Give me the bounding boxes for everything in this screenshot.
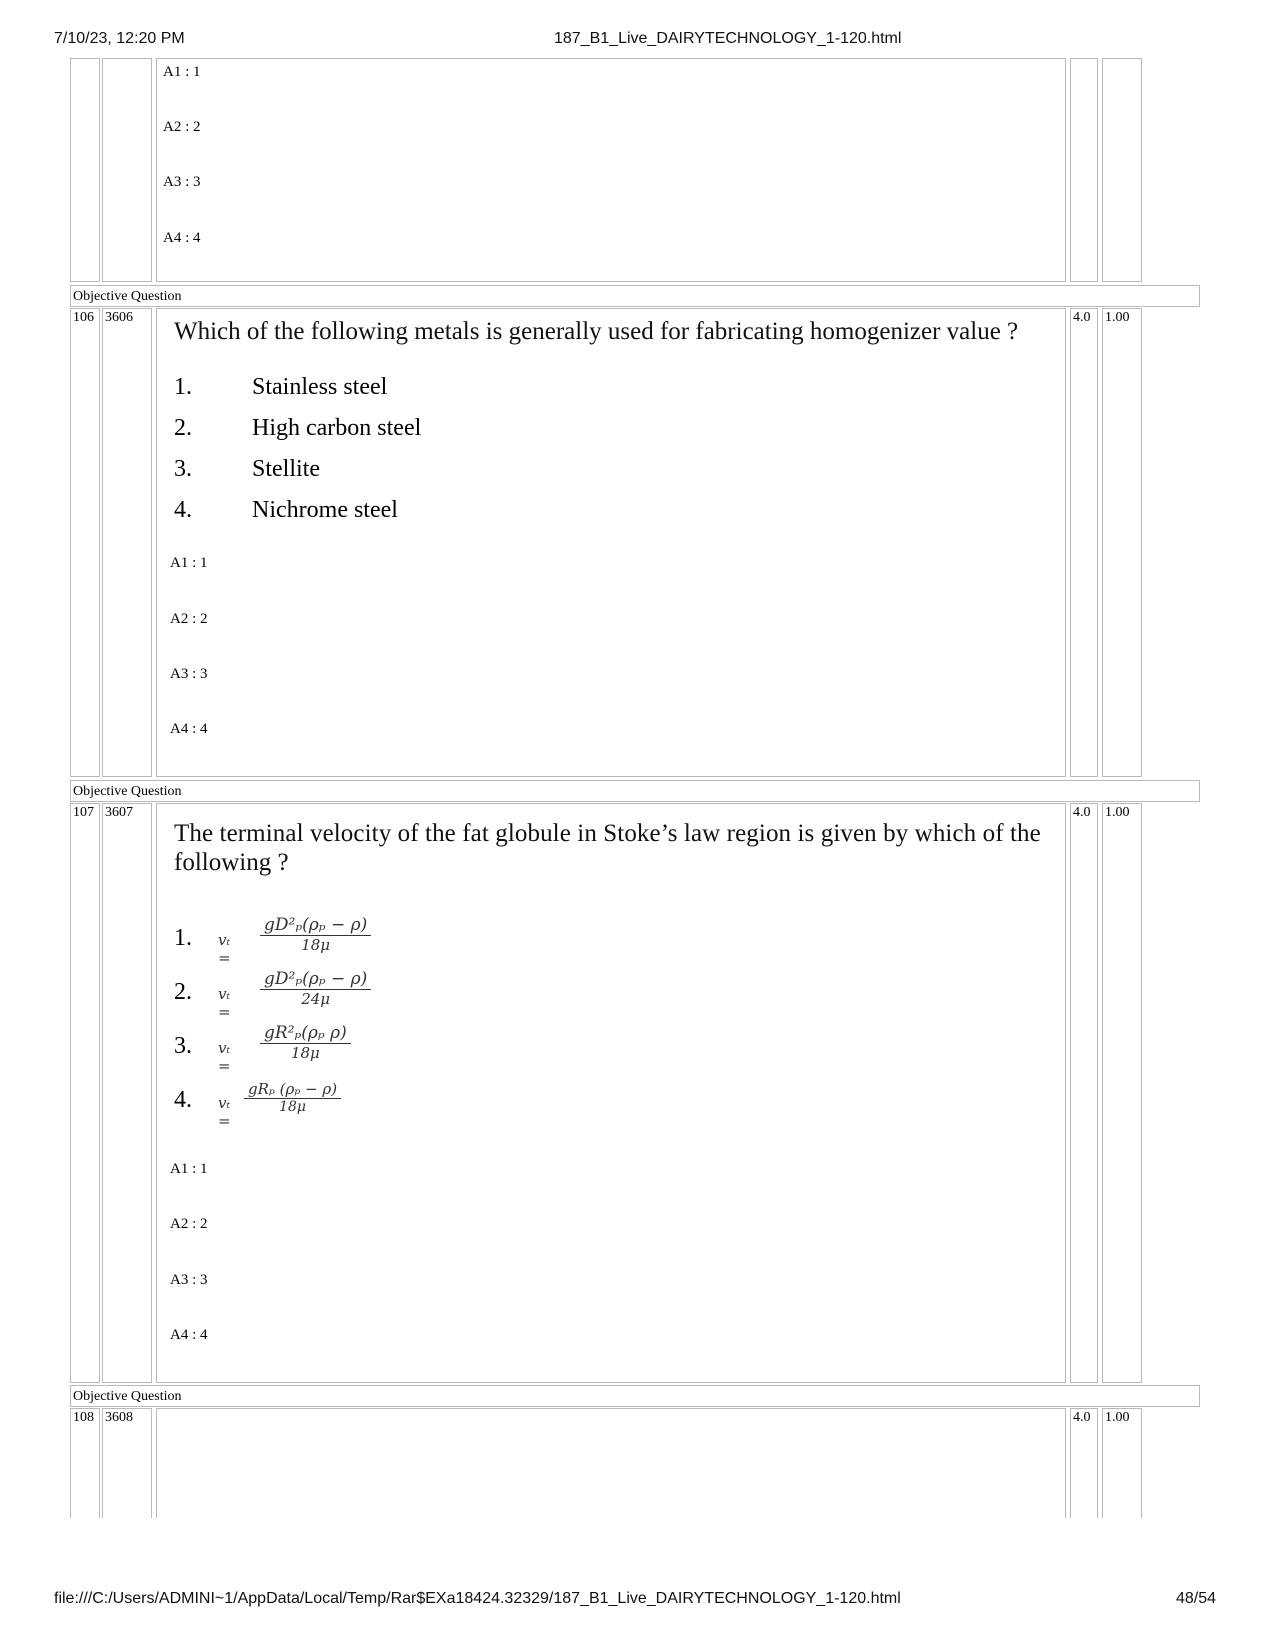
formula-lhs: vₜ = bbox=[218, 931, 231, 967]
print-title: 187_B1_Live_DAIRYTECHNOLOGY_1-120.html bbox=[554, 30, 902, 47]
question-type-label: Objective Question bbox=[73, 289, 182, 304]
qid-cell bbox=[102, 308, 152, 777]
marks-cell bbox=[1070, 58, 1098, 282]
question-id: 3607 bbox=[105, 805, 133, 820]
option-number: 3. bbox=[174, 1033, 192, 1059]
marks-value: 4.0 bbox=[1073, 805, 1091, 820]
negative-marks-cell bbox=[1102, 308, 1142, 777]
option-text: High carbon steel bbox=[252, 415, 422, 441]
answer-line: A1 : 1 bbox=[170, 555, 208, 571]
formula-numerator: gR²ₚ(ρₚ ρ) bbox=[260, 1023, 351, 1044]
option-number: 2. bbox=[174, 979, 192, 1005]
formula-lhs: vₜ = bbox=[218, 1094, 231, 1130]
option-text: Stellite bbox=[252, 456, 320, 482]
print-datetime: 7/10/23, 12:20 PM bbox=[54, 30, 185, 47]
print-file-path: file:///C:/Users/ADMINI~1/AppData/Local/Temp/Rar$EXa18424.32329/187_B1_Live_DAIRYTECHNOLOGY_1-120.html bbox=[54, 1590, 901, 1607]
serial-number: 106 bbox=[73, 310, 94, 325]
option-number: 1. bbox=[174, 374, 192, 400]
qid-cell bbox=[102, 58, 152, 282]
formula-denominator: 18μ bbox=[290, 1044, 320, 1062]
print-page-number: 48/54 bbox=[1176, 1590, 1217, 1607]
option-number: 1. bbox=[174, 925, 192, 951]
option-text: Stainless steel bbox=[252, 374, 388, 400]
qid-cell bbox=[102, 803, 152, 1383]
question-type-label: Objective Question bbox=[73, 784, 182, 799]
qid-cell bbox=[102, 1408, 152, 1518]
formula-denominator: 24μ bbox=[301, 990, 331, 1008]
marks-cell bbox=[1070, 308, 1098, 777]
negative-marks-value: 1.00 bbox=[1105, 1410, 1130, 1425]
question-id: 3606 bbox=[105, 310, 133, 325]
option-number: 3. bbox=[174, 456, 192, 482]
question-type-row bbox=[70, 285, 1200, 307]
question-type-label: Objective Question bbox=[73, 1389, 182, 1404]
negative-marks-cell bbox=[1102, 1408, 1142, 1518]
serial-cell bbox=[70, 803, 100, 1383]
marks-cell bbox=[1070, 803, 1098, 1383]
formula-lhs: vₜ = bbox=[218, 985, 231, 1021]
question-type-row bbox=[70, 780, 1200, 802]
answer-line: A2 : 2 bbox=[170, 611, 208, 627]
question-content-cell bbox=[156, 58, 1066, 282]
formula-numerator: gD²ₚ(ρₚ − ρ) bbox=[260, 915, 371, 936]
question-type-row bbox=[70, 1385, 1200, 1407]
option-number: 4. bbox=[174, 497, 192, 523]
option-number: 4. bbox=[174, 1087, 192, 1113]
answer-line: A2 : 2 bbox=[170, 1216, 208, 1232]
answer-line: A3 : 3 bbox=[170, 1272, 208, 1288]
formula-denominator: 18μ bbox=[301, 936, 331, 954]
question-id: 3608 bbox=[105, 1410, 133, 1425]
formula-numerator: gD²ₚ(ρₚ − ρ) bbox=[260, 969, 371, 990]
serial-number: 107 bbox=[73, 805, 94, 820]
negative-marks-value: 1.00 bbox=[1105, 805, 1130, 820]
marks-value: 4.0 bbox=[1073, 1410, 1091, 1425]
question-content-cell bbox=[156, 1408, 1066, 1518]
answer-line: A1 : 1 bbox=[163, 64, 201, 80]
option-number: 2. bbox=[174, 415, 192, 441]
serial-number: 108 bbox=[73, 1410, 94, 1425]
negative-marks-cell bbox=[1102, 803, 1142, 1383]
marks-value: 4.0 bbox=[1073, 310, 1091, 325]
question-text-line-2: following ? bbox=[174, 849, 289, 876]
serial-cell bbox=[70, 308, 100, 777]
serial-cell bbox=[70, 1408, 100, 1518]
serial-cell bbox=[70, 58, 100, 282]
option-text: Nichrome steel bbox=[252, 497, 398, 523]
answer-line: A4 : 4 bbox=[163, 230, 201, 246]
answer-line: A4 : 4 bbox=[170, 1327, 208, 1343]
answer-line: A3 : 3 bbox=[163, 174, 201, 190]
question-text: Which of the following metals is generally used for fabricating homogenizer value ? bbox=[174, 318, 1019, 345]
negative-marks-cell bbox=[1102, 58, 1142, 282]
negative-marks-value: 1.00 bbox=[1105, 310, 1130, 325]
answer-line: A2 : 2 bbox=[163, 119, 201, 135]
formula-denominator: 18μ bbox=[279, 1099, 307, 1115]
question-text-line-1: The terminal velocity of the fat globule in Stoke’s law region is given by which of the bbox=[174, 820, 1041, 847]
answer-line: A3 : 3 bbox=[170, 666, 208, 682]
answer-line: A4 : 4 bbox=[170, 721, 208, 737]
formula-numerator: gRₚ (ρₚ − ρ) bbox=[244, 1080, 341, 1099]
marks-cell bbox=[1070, 1408, 1098, 1518]
formula-lhs: vₜ = bbox=[218, 1039, 231, 1075]
answer-line: A1 : 1 bbox=[170, 1161, 208, 1177]
